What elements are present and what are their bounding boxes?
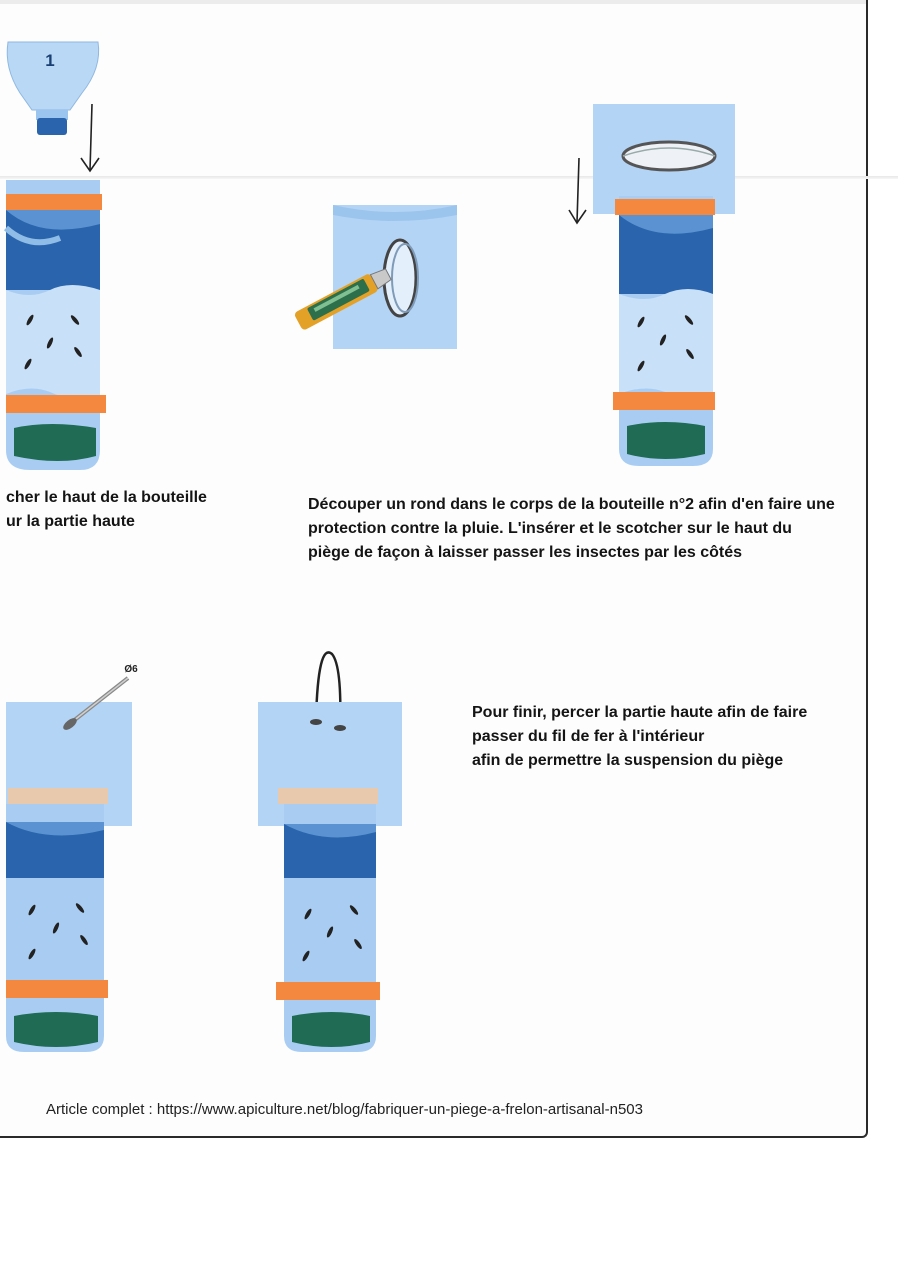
trap-bottle-step1-illustration	[0, 180, 110, 472]
cutter-illustration	[285, 205, 460, 353]
bottle-number-label: 1	[45, 51, 55, 70]
rain-disk	[623, 142, 715, 170]
tape-band	[6, 980, 108, 998]
paper-fold-line	[0, 176, 898, 179]
article-link[interactable]: Article complet : https://www.apiculture.net/blog/fabriquer-un-piege-a-frelon-artisanal-n503	[46, 1101, 643, 1118]
tape-band	[8, 788, 108, 804]
trap-bottle-step3b-illustration	[254, 652, 404, 1060]
step2-instruction: Découper un rond dans le corps de la bouteille n°2 afin d'en faire une protection contre la pluie. L'insérer et le scotcher sur le haut du piège de façon à laisser passer les insectes par les côtés	[308, 496, 835, 561]
tape-band	[613, 392, 715, 410]
bottle-cap	[37, 118, 67, 135]
liquid-bait	[14, 424, 96, 461]
step1-instruction: cher le haut de la bouteille ur la partie haute	[6, 489, 207, 530]
tape-band	[6, 395, 106, 413]
tape-band	[278, 788, 378, 804]
trap-bottle-step2-illustration	[565, 104, 740, 472]
tape-band	[615, 199, 715, 215]
tape-band	[6, 194, 102, 210]
trap-bottle-step3a-illustration	[0, 660, 145, 1060]
tape-band	[276, 982, 380, 1000]
nail-size-label: Ø6	[124, 664, 138, 675]
bottle-top-illustration	[0, 38, 110, 178]
step3-instruction: Pour finir, percer la partie haute afin de faire passer du fil de fer à l'intérieur afin de permettre la suspension du piège	[472, 704, 808, 769]
page-top-edge	[0, 0, 866, 4]
